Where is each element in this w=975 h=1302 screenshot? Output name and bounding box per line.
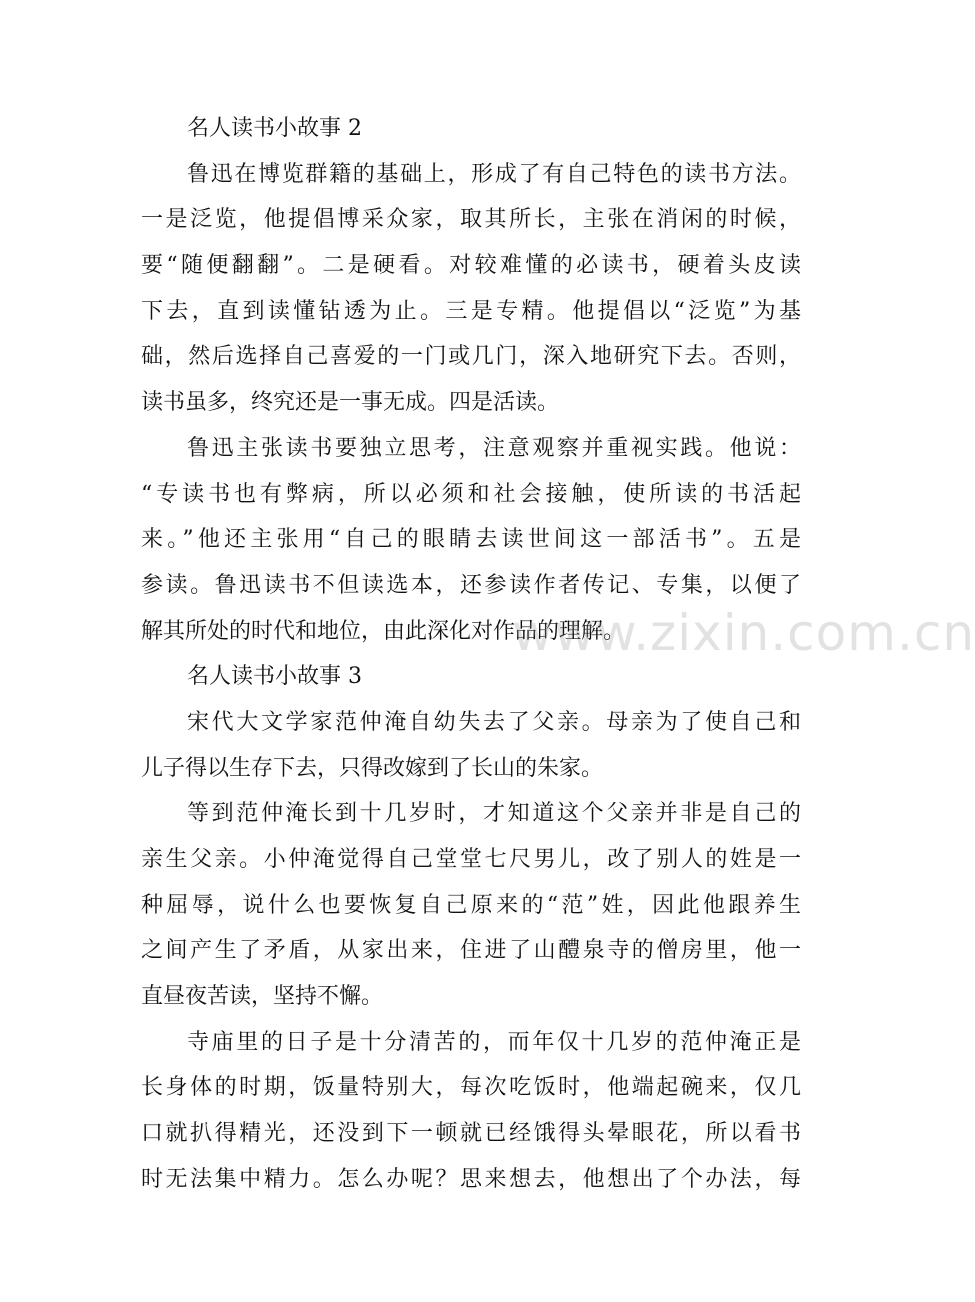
site-watermark: www.zixin.com.cn: [512, 604, 975, 662]
paragraph-line: 亲生父亲。小仲淹觉得自己堂堂七尺男儿，改了别人的姓是一: [141, 847, 801, 872]
paragraph-line: 读书虽多，终究还是一事无成。四是活读。: [141, 390, 560, 416]
document-body: [141, 106, 801, 1203]
paragraph-line: 来。”他还主张用“自己的眼睛去读世间这一部活书”。五是: [141, 527, 801, 553]
paragraph-line: 直昼夜苦读，坚持不懈。: [141, 984, 384, 1010]
paragraph-line: “专读书也有弊病，所以必须和社会接触，使所读的书活起: [141, 481, 801, 507]
paragraph-line: 鲁迅在博览群籍的基础上，形成了有自己特色的读书方法。: [187, 161, 801, 187]
paragraph-line: 寺庙里的日子是十分清苦的，而年仅十几岁的范仲淹正是: [187, 1029, 801, 1055]
paragraph-line: 等到范仲淹长到十几岁时，才知道这个父亲并非是自己的: [187, 801, 801, 827]
paragraph-line: 一是泛览，他提倡博采众家，取其所长，主张在消闲的时候，: [141, 207, 801, 233]
paragraph-line: 要“随便翻翻”。二是硬看。对较难懂的必读书，硬着头皮读: [141, 253, 801, 279]
paragraph-line: 种屈辱，说什么也要恢复自己原来的“范”姓，因此他跟养生: [141, 892, 801, 918]
section-heading: 名人读书小故事 3: [187, 664, 362, 690]
paragraph-line: 解其所处的时代和地位，由此深化对作品的理解。: [141, 618, 626, 644]
paragraph-line: 鲁迅主张读书要独立思考，注意观察并重视实践。他说：: [187, 435, 801, 461]
paragraph-line: 时无法集中精力。怎么办呢？思来想去，他想出了个办法，每: [141, 1166, 801, 1192]
paragraph-line: 之间产生了矛盾，从家出来，住进了山醴泉寺的僧房里，他一: [141, 938, 801, 964]
paragraph-line: 口就扒得精光，还没到下一顿就已经饿得头晕眼花，所以看书: [141, 1121, 801, 1147]
paragraph-line: 础，然后选择自己喜爱的一门或几门，深入地研究下去。否则，: [141, 344, 801, 370]
paragraph-line: 参读。鲁迅读书不但读选本，还参读作者传记、专集，以便了: [141, 572, 801, 598]
paragraph-line: 宋代大文学家范仲淹自幼失去了父亲。母亲为了使自己和: [187, 709, 801, 735]
section-heading: 名人读书小故事 2: [187, 116, 362, 141]
paragraph-line: 下去，直到读懂钻透为止。三是专精。他提倡以“泛览”为基: [141, 298, 801, 324]
paragraph-line: 长身体的时期，饭量特别大，每次吃饭时，他端起碗来，仅几: [141, 1075, 801, 1101]
paragraph-line: 儿子得以生存下去，只得改嫁到了长山的朱家。: [141, 755, 604, 781]
